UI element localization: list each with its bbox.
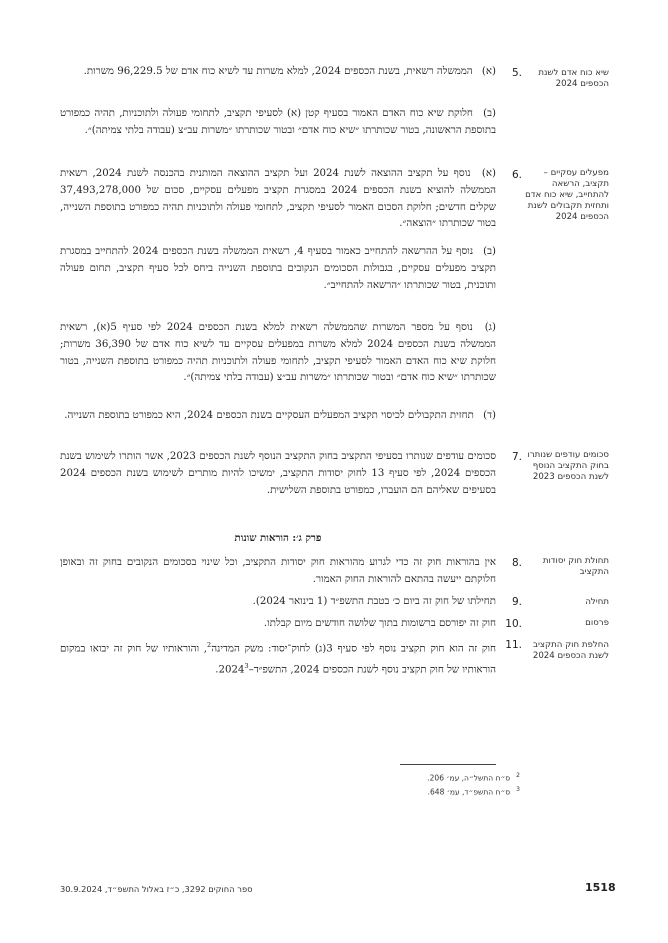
subsection-label: (ב) <box>483 108 496 119</box>
subsection-label: (א) <box>481 66 496 77</box>
section-7-text: סכומים עודפים שנותרו בסעיפי התקציב בחוק התקציב הנוסף לשנת הכספים 2023, אשר הותרו לשימוש בשנת הכספים 2024, לפי סעיף 13 לחוק יסודות התקציב, ימשיכו להיות מותרים לשימוש בשנת הכספים 2024 בסעיפים שאליהם הם הועברו, כמפורט בתוספת השלישית. <box>60 451 496 496</box>
subsection-text: חלוקת שיא כוח האדם האמור בסעיף קטן (א) לסעיפי תקציב, לתחומי פעולה ולתוכניות, תהיה כמפורט בתוספת הראשונה, בטור שכותרתו ״שיא כוח אדם״ ובטור שכותרתו ״משרות עב״צ (עבודה בלתי צמיתה)״. <box>60 108 496 136</box>
section-6-d <box>60 408 496 425</box>
subsection-text: הממשלה רשאית, בשנת הכספים 2024, למלא משרות עד לשיא כוח אדם של 96,229.5 משרות. <box>83 66 473 77</box>
subsection-label: (א) <box>481 168 496 179</box>
section-6-b <box>60 244 496 294</box>
chapter-heading: פרק ג׳: הוראות שונות <box>234 532 322 544</box>
footnote-3 <box>300 784 520 798</box>
section-8-title: תחולת חוק יסודות התקציב <box>542 556 609 577</box>
page-number: 1518 <box>585 881 616 894</box>
section-5-title: שיא כוח אדם לשנת הכספים 2024 <box>538 68 609 89</box>
subsection-label: (ג) <box>484 322 497 333</box>
footnote-ref-2[interactable]: 2 <box>207 641 212 649</box>
section-6-number: .6 <box>511 169 522 181</box>
section-7-number: .7 <box>511 451 522 463</box>
footnote-text: ס״ח התשל״ה, עמ׳ 206. <box>427 773 511 783</box>
section-8-number: .8 <box>511 557 522 569</box>
subsection-text: תחזית התקבולים לכיסוי תקציב המפעלים העסקיים בשנת הכספים 2024, היא כמפורט בתוספת השנייה. <box>64 410 474 421</box>
section-8-text: אין בהוראות חוק זה כדי לגרוע מהוראות חוק יסודות התקציב, וכל שינוי בסכומים הנקובים בחוק זה ובאופן חלוקתם ייעשה בהתאם להוראות החוק האמור. <box>60 557 496 585</box>
section-6-a <box>60 166 496 233</box>
section-11-text <box>60 637 496 679</box>
section-5-number: .5 <box>511 67 522 79</box>
section-9-text: תחילתו של חוק זה ביום כ׳ בטבת התשפ״ד (1 בינואר 2024). <box>252 596 496 607</box>
section-6-c <box>60 320 496 387</box>
footnote-2 <box>300 770 520 784</box>
section-10-title: פרסום <box>585 618 609 628</box>
footnote-rule <box>400 764 496 765</box>
footnote-ref-3[interactable]: 3 <box>244 662 249 671</box>
section-6-title: מפעלים עסקיים – תקציב, הרשאה להתחייב, שיא כוח אדם ותחזית תקבולים לשנת הכספים 2024 <box>525 168 609 222</box>
section-9-number: .9 <box>511 596 522 608</box>
subsection-text: נוסף על מספר המשרות שהממשלה רשאית למלא בשנת הכספים 2024 לפי סעיף 5(א), רשאית הממשלה בשנת הכספים 2024 למלא משרות במפעלים עסקיים עד לשיא כוח אדם של 36,390 משרות; חלוקת שיא כוח האדם האמור לסעיפי תקציב, לתחומי פעולה ולתוכניות תהיה כמפורט בתוספת השנייה, בטור שכותרתו ״שיא כוח אדם״ ובטור שכותרתו ״משרות עב״צ (עבודה בלתי צמיתה)״. <box>60 322 497 384</box>
section-5-b <box>60 106 496 140</box>
section-11-number: .11 <box>505 639 522 651</box>
footnote-number: 3 <box>516 786 520 793</box>
section-9-title: תחילה <box>585 597 609 607</box>
section-7-title: סכומים עודפים שנותרו בחוק התקציב הנוסף לשנת הכספים 2023 <box>527 450 609 482</box>
footnote-number: 2 <box>516 772 520 779</box>
page-footer-citation: ספר החוקים 3292, כ״ז באלול התשפ״ד, 30.9.2024 <box>60 884 253 894</box>
subsection-label: (ד) <box>483 410 496 421</box>
section-11-text-b: , והוראותיו של חוק זה יבואו במקום הוראותיו של חוק תקציב נוסף לשנת הכספים 2024, התשפ״ד–2024 <box>60 643 496 676</box>
footnote-text: ס״ח התשפ״ד, עמ׳ 648. <box>427 787 511 797</box>
section-10-text: חוק זה יפורסם ברשומות בתוך שלושה חודשים מיום קבלתו. <box>263 618 496 629</box>
subsection-label: (ב) <box>483 246 497 257</box>
section-10-number: .10 <box>505 618 522 630</box>
section-11-text-c: . <box>215 664 219 676</box>
section-11-text-a: חוק זה הוא חוק תקציב נוסף לפי סעיף 3(ג) לחוק־יסוד: משק המדינה <box>211 643 497 655</box>
subsection-text: נוסף על תקציב ההוצאה לשנת 2024 ועל תקציב ההוצאה המותנית בהכנסה לשנת 2024, רשאית הממשלה להוציא בשנת הכספים 2024 במסגרת תקציב מפעלים עסקיים, סכום של 37,493,278,000 שקלים חדשים; חלוקת הסכום האמור לסעיפי תקציב, לתחומי פעולה ולתוכניות תהיה כמפורט בתוספת השנייה, בטור שכותרתו ״הוצאה״. <box>60 168 497 230</box>
subsection-text: נוסף על ההרשאה להתחייב כאמור בסעיף 4, רשאית הממשלה בשנת הכספים 2024 להתחייב במסגרת תקציב מפעלים עסקיים, בגבולות הסכומים הנקובים בתוספת השנייה ביחס לכל סעיף תקציב, תחום פעולה ותוכנית, בטור שכותרתו ״הרשאה להתחייב״. <box>60 246 496 291</box>
section-11-title: החלפת חוק התקציב לשנת הכספים 2024 <box>532 640 609 661</box>
section-5-a <box>60 64 496 81</box>
